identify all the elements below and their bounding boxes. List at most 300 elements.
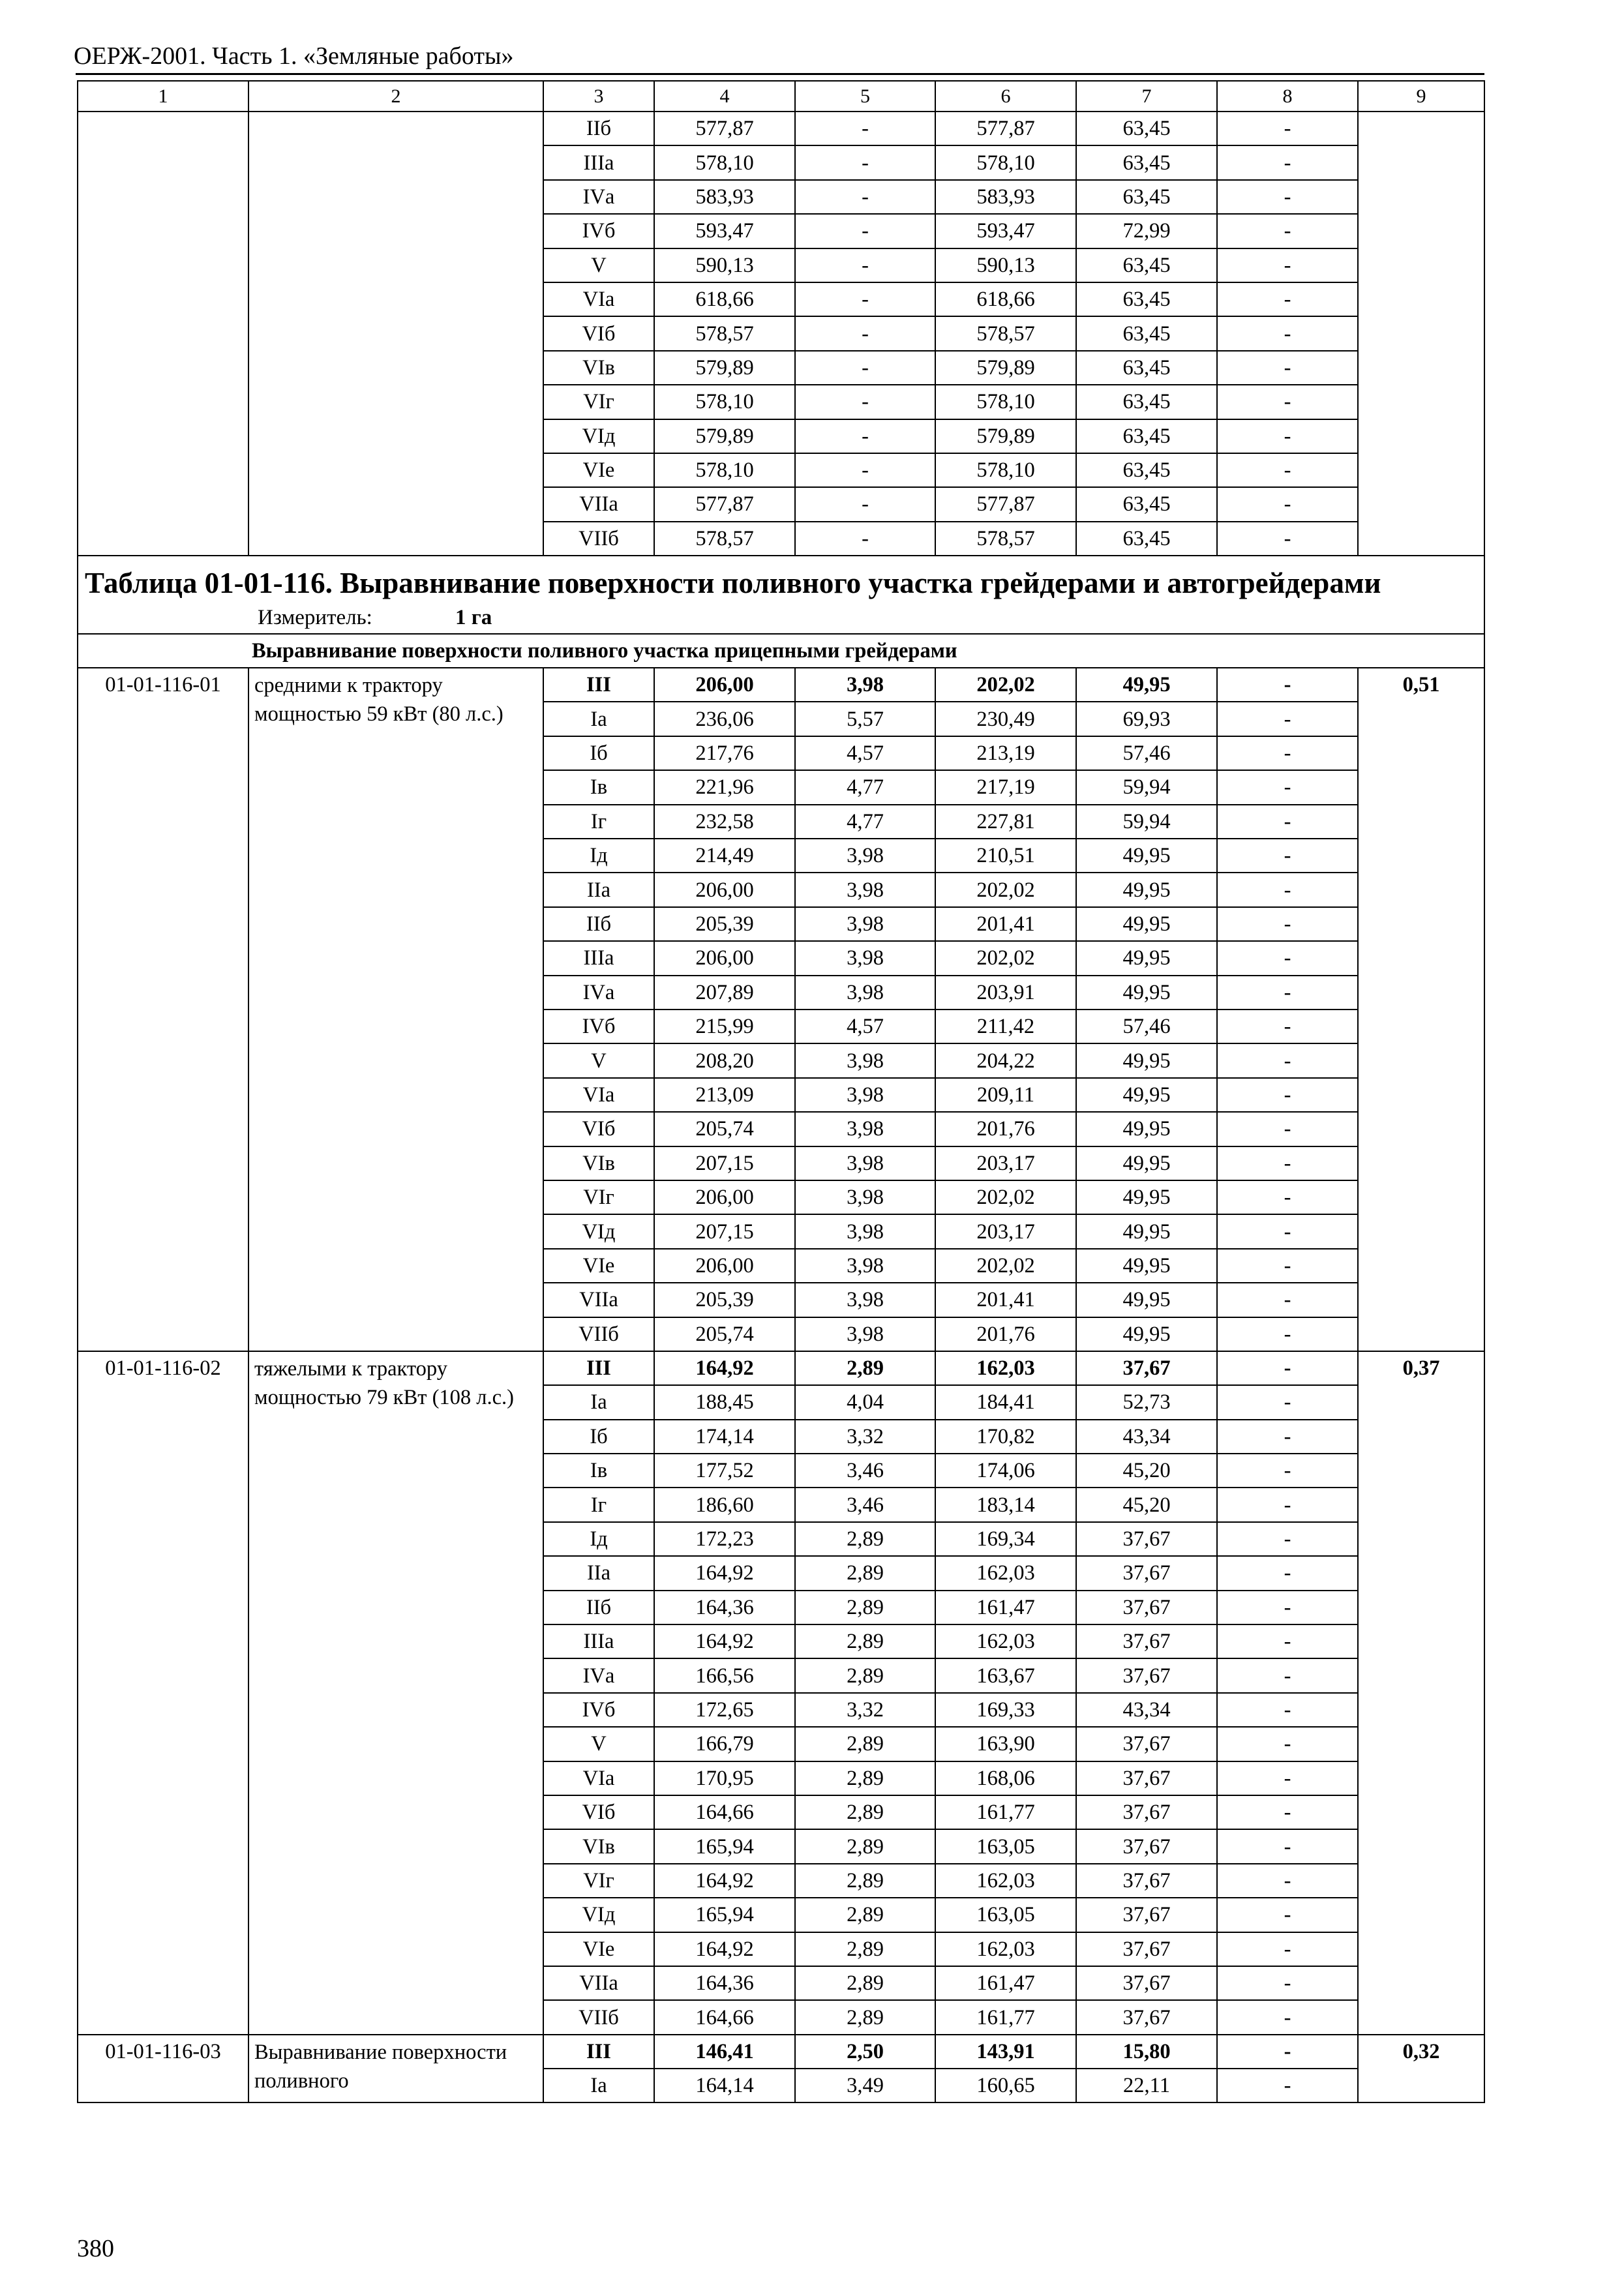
machine-costs-cell: 201,41 [935, 1283, 1076, 1317]
labor-wages-cell: 2,89 [795, 2000, 935, 2034]
labor-wages-cell: 2,89 [795, 1556, 935, 1590]
machinist-wages-cell: 15,80 [1076, 2035, 1217, 2069]
machinist-wages-cell: 49,95 [1076, 668, 1217, 702]
materials-cost-cell: - [1217, 522, 1358, 556]
soil-group-cell: III [543, 668, 654, 702]
machinist-wages-cell: 37,67 [1076, 1864, 1217, 1898]
soil-group-cell: Iв [543, 770, 654, 804]
soil-group-cell: IIIа [543, 941, 654, 975]
header-rule [76, 73, 1484, 75]
running-header: ОЕРЖ-2001. Часть 1. «Земляные работы» [74, 42, 514, 70]
soil-group-cell: IIIа [543, 1624, 654, 1658]
materials-cost-cell: - [1217, 453, 1358, 487]
machinist-wages-cell: 63,45 [1076, 351, 1217, 385]
column-number: 3 [543, 81, 654, 112]
machinist-wages-cell: 37,67 [1076, 1658, 1217, 1692]
machine-costs-cell: 577,87 [935, 487, 1076, 521]
labor-wages-cell: - [795, 248, 935, 282]
labor-hours-cell: 0,32 [1358, 2035, 1484, 2103]
labor-wages-cell: - [795, 385, 935, 419]
machinist-wages-cell: 37,67 [1076, 1727, 1217, 1761]
materials-cost-cell: - [1217, 1146, 1358, 1180]
soil-group-cell: IVб [543, 1693, 654, 1727]
machine-costs-cell: 618,66 [935, 282, 1076, 316]
soil-group-cell: Iг [543, 1488, 654, 1521]
direct-costs-cell: 583,93 [654, 180, 795, 214]
direct-costs-cell: 206,00 [654, 1249, 795, 1283]
labor-wages-cell: 3,98 [795, 839, 935, 873]
direct-costs-cell: 205,74 [654, 1112, 795, 1146]
machinist-wages-cell: 49,95 [1076, 976, 1217, 1010]
labor-wages-cell: 3,98 [795, 1283, 935, 1317]
machinist-wages-cell: 43,34 [1076, 1693, 1217, 1727]
soil-group-cell: IIа [543, 873, 654, 906]
labor-wages-cell: 2,89 [795, 1932, 935, 1966]
labor-wages-cell: 3,98 [795, 1078, 935, 1112]
materials-cost-cell: - [1217, 1214, 1358, 1248]
labor-hours-cell [1358, 112, 1484, 556]
labor-wages-cell: 2,89 [795, 1624, 935, 1658]
machine-costs-cell: 163,67 [935, 1658, 1076, 1692]
labor-wages-cell: 2,89 [795, 1864, 935, 1898]
table-row [78, 112, 1484, 145]
machine-costs-cell: 163,05 [935, 1898, 1076, 1932]
table-title: Таблица 01-01-116. Выравнивание поверхности поливного участка грейдерами и автогрейдерами [85, 567, 1381, 600]
table-row [78, 668, 1484, 702]
direct-costs-cell: 207,89 [654, 976, 795, 1010]
machinist-wages-cell: 63,45 [1076, 112, 1217, 145]
labor-wages-cell: 3,98 [795, 1146, 935, 1180]
machine-costs-cell: 163,05 [935, 1829, 1076, 1863]
labor-wages-cell: 4,57 [795, 736, 935, 770]
labor-wages-cell: 3,46 [795, 1488, 935, 1521]
labor-wages-cell: 2,89 [795, 1658, 935, 1692]
materials-cost-cell: - [1217, 805, 1358, 839]
soil-group-cell: VIе [543, 1249, 654, 1283]
labor-wages-cell: - [795, 419, 935, 453]
materials-cost-cell: - [1217, 2069, 1358, 2102]
soil-group-cell: III [543, 1351, 654, 1385]
direct-costs-cell: 165,94 [654, 1898, 795, 1932]
machine-costs-cell: 583,93 [935, 180, 1076, 214]
direct-costs-cell: 208,20 [654, 1043, 795, 1077]
soil-group-cell: VIIб [543, 2000, 654, 2034]
direct-costs-cell: 172,65 [654, 1693, 795, 1727]
labor-wages-cell: 2,89 [795, 1898, 935, 1932]
materials-cost-cell: - [1217, 1658, 1358, 1692]
machine-costs-cell: 213,19 [935, 736, 1076, 770]
soil-group-cell: Iа [543, 1385, 654, 1419]
direct-costs-cell: 593,47 [654, 214, 795, 248]
materials-cost-cell: - [1217, 1829, 1358, 1863]
materials-cost-cell: - [1217, 1556, 1358, 1590]
machine-costs-cell: 210,51 [935, 839, 1076, 873]
machinist-wages-cell: 49,95 [1076, 1180, 1217, 1214]
machinist-wages-cell: 49,95 [1076, 941, 1217, 975]
machinist-wages-cell: 49,95 [1076, 873, 1217, 906]
column-number: 8 [1217, 81, 1358, 112]
soil-group-cell: VIд [543, 1898, 654, 1932]
machine-costs-cell: 578,10 [935, 385, 1076, 419]
soil-group-cell: VIв [543, 1829, 654, 1863]
machinist-wages-cell: 72,99 [1076, 214, 1217, 248]
labor-wages-cell: - [795, 112, 935, 145]
machinist-wages-cell: 63,45 [1076, 419, 1217, 453]
soil-group-cell: VIIб [543, 522, 654, 556]
machinist-wages-cell: 37,67 [1076, 1591, 1217, 1624]
soil-group-cell: IVа [543, 976, 654, 1010]
direct-costs-cell: 177,52 [654, 1454, 795, 1488]
soil-group-cell: IVб [543, 214, 654, 248]
materials-cost-cell: - [1217, 1795, 1358, 1829]
direct-costs-cell: 579,89 [654, 419, 795, 453]
machinist-wages-cell: 49,95 [1076, 1214, 1217, 1248]
machinist-wages-cell: 52,73 [1076, 1385, 1217, 1419]
labor-wages-cell: 3,98 [795, 976, 935, 1010]
labor-wages-cell: 5,57 [795, 702, 935, 736]
materials-cost-cell: - [1217, 1180, 1358, 1214]
soil-group-cell: IVб [543, 1010, 654, 1043]
machine-costs-cell: 579,89 [935, 351, 1076, 385]
machinist-wages-cell: 63,45 [1076, 248, 1217, 282]
machinist-wages-cell: 37,67 [1076, 1932, 1217, 1966]
direct-costs-cell: 205,74 [654, 1317, 795, 1351]
measure-line [85, 602, 1484, 633]
direct-costs-cell: 206,00 [654, 873, 795, 906]
direct-costs-cell: 164,92 [654, 1351, 795, 1385]
machinist-wages-cell: 63,45 [1076, 522, 1217, 556]
materials-cost-cell: - [1217, 1249, 1358, 1283]
labor-wages-cell: 2,89 [795, 1727, 935, 1761]
measure-value: 1 га [455, 606, 492, 630]
rates-table [77, 80, 1485, 2103]
soil-group-cell: V [543, 1727, 654, 1761]
direct-costs-cell: 174,14 [654, 1420, 795, 1454]
machinist-wages-cell: 45,20 [1076, 1488, 1217, 1521]
soil-group-cell: VIе [543, 453, 654, 487]
machine-costs-cell: 201,41 [935, 907, 1076, 941]
column-number: 2 [248, 81, 543, 112]
section-heading: Выравнивание поверхности поливного участка прицепными грейдерами [78, 634, 1484, 668]
machinist-wages-cell: 63,45 [1076, 487, 1217, 521]
soil-group-cell: VIб [543, 316, 654, 350]
labor-wages-cell: - [795, 214, 935, 248]
description-cell: средними к трактору мощностью 59 кВт (80 л.с.) [248, 668, 543, 1351]
machinist-wages-cell: 37,67 [1076, 1829, 1217, 1863]
direct-costs-cell: 578,57 [654, 316, 795, 350]
direct-costs-cell: 164,66 [654, 1795, 795, 1829]
materials-cost-cell: - [1217, 907, 1358, 941]
materials-cost-cell: - [1217, 1727, 1358, 1761]
direct-costs-cell: 170,95 [654, 1761, 795, 1795]
materials-cost-cell: - [1217, 351, 1358, 385]
materials-cost-cell: - [1217, 1420, 1358, 1454]
labor-hours-cell: 0,37 [1358, 1351, 1484, 2035]
labor-wages-cell: 4,77 [795, 770, 935, 804]
soil-group-cell: VIд [543, 419, 654, 453]
machinist-wages-cell: 63,45 [1076, 282, 1217, 316]
code-cell: 01-01-116-02 [78, 1351, 248, 2035]
direct-costs-cell: 215,99 [654, 1010, 795, 1043]
machinist-wages-cell: 37,67 [1076, 1624, 1217, 1658]
machine-costs-cell: 201,76 [935, 1317, 1076, 1351]
machine-costs-cell: 203,17 [935, 1146, 1076, 1180]
machine-costs-cell: 211,42 [935, 1010, 1076, 1043]
direct-costs-cell: 165,94 [654, 1829, 795, 1863]
description-cell: тяжелыми к трактору мощностью 79 кВт (108 л.с.) [248, 1351, 543, 2035]
direct-costs-cell: 164,92 [654, 1556, 795, 1590]
direct-costs-cell: 206,00 [654, 941, 795, 975]
column-number: 1 [78, 81, 248, 112]
machine-costs-cell: 162,03 [935, 1556, 1076, 1590]
machinist-wages-cell: 59,94 [1076, 805, 1217, 839]
table-row [78, 1351, 1484, 1385]
direct-costs-cell: 578,10 [654, 145, 795, 179]
labor-wages-cell: 4,04 [795, 1385, 935, 1419]
machinist-wages-cell: 49,95 [1076, 1112, 1217, 1146]
machine-costs-cell: 202,02 [935, 941, 1076, 975]
machinist-wages-cell: 49,95 [1076, 1249, 1217, 1283]
machine-costs-cell: 161,77 [935, 2000, 1076, 2034]
direct-costs-cell: 164,36 [654, 1591, 795, 1624]
code-cell [78, 112, 248, 556]
soil-group-cell: IIб [543, 112, 654, 145]
machine-costs-cell: 143,91 [935, 2035, 1076, 2069]
table-title-cell [78, 556, 1484, 634]
direct-costs-cell: 164,92 [654, 1864, 795, 1898]
soil-group-cell: III [543, 2035, 654, 2069]
soil-group-cell: VIIб [543, 1317, 654, 1351]
materials-cost-cell: - [1217, 1761, 1358, 1795]
direct-costs-cell: 205,39 [654, 1283, 795, 1317]
soil-group-cell: VIг [543, 1864, 654, 1898]
column-number: 6 [935, 81, 1076, 112]
materials-cost-cell: - [1217, 1351, 1358, 1385]
direct-costs-cell: 206,00 [654, 668, 795, 702]
machinist-wages-cell: 37,67 [1076, 2000, 1217, 2034]
direct-costs-cell: 236,06 [654, 702, 795, 736]
machine-costs-cell: 161,47 [935, 1591, 1076, 1624]
machinist-wages-cell: 49,95 [1076, 1283, 1217, 1317]
materials-cost-cell: - [1217, 282, 1358, 316]
machinist-wages-cell: 57,46 [1076, 1010, 1217, 1043]
labor-wages-cell: 2,89 [795, 1966, 935, 2000]
labor-hours-cell: 0,51 [1358, 668, 1484, 1351]
machine-costs-cell: 579,89 [935, 419, 1076, 453]
direct-costs-cell: 186,60 [654, 1488, 795, 1521]
labor-wages-cell: - [795, 145, 935, 179]
machine-costs-cell: 161,47 [935, 1966, 1076, 2000]
soil-group-cell: IIа [543, 1556, 654, 1590]
machinist-wages-cell: 49,95 [1076, 1043, 1217, 1077]
materials-cost-cell: - [1217, 736, 1358, 770]
description-cell: Выравнивание поверхности поливного [248, 2035, 543, 2103]
machine-costs-cell: 204,22 [935, 1043, 1076, 1077]
labor-wages-cell: 4,77 [795, 805, 935, 839]
direct-costs-cell: 590,13 [654, 248, 795, 282]
machinist-wages-cell: 37,67 [1076, 1522, 1217, 1556]
description-cell [248, 112, 543, 556]
labor-wages-cell: 2,89 [795, 1761, 935, 1795]
machine-costs-cell: 203,17 [935, 1214, 1076, 1248]
materials-cost-cell: - [1217, 976, 1358, 1010]
machinist-wages-cell: 37,67 [1076, 1761, 1217, 1795]
direct-costs-cell: 221,96 [654, 770, 795, 804]
machine-costs-cell: 183,14 [935, 1488, 1076, 1521]
soil-group-cell: V [543, 248, 654, 282]
machine-costs-cell: 184,41 [935, 1385, 1076, 1419]
labor-wages-cell: 2,89 [795, 1795, 935, 1829]
labor-wages-cell: 2,89 [795, 1591, 935, 1624]
materials-cost-cell: - [1217, 1078, 1358, 1112]
soil-group-cell: VIа [543, 1761, 654, 1795]
materials-cost-cell: - [1217, 1693, 1358, 1727]
column-number: 9 [1358, 81, 1484, 112]
direct-costs-cell: 217,76 [654, 736, 795, 770]
materials-cost-cell: - [1217, 1385, 1358, 1419]
machine-costs-cell: 162,03 [935, 1351, 1076, 1385]
machine-costs-cell: 170,82 [935, 1420, 1076, 1454]
materials-cost-cell: - [1217, 1898, 1358, 1932]
direct-costs-cell: 164,66 [654, 2000, 795, 2034]
direct-costs-cell: 206,00 [654, 1180, 795, 1214]
materials-cost-cell: - [1217, 873, 1358, 906]
direct-costs-cell: 205,39 [654, 907, 795, 941]
machine-costs-cell: 169,33 [935, 1693, 1076, 1727]
soil-group-cell: VIг [543, 1180, 654, 1214]
materials-cost-cell: - [1217, 2035, 1358, 2069]
direct-costs-cell: 577,87 [654, 112, 795, 145]
materials-cost-cell: - [1217, 702, 1358, 736]
direct-costs-cell: 618,66 [654, 282, 795, 316]
labor-wages-cell: 3,32 [795, 1693, 935, 1727]
materials-cost-cell: - [1217, 145, 1358, 179]
materials-cost-cell: - [1217, 1112, 1358, 1146]
soil-group-cell: VIа [543, 282, 654, 316]
labor-wages-cell: 3,98 [795, 668, 935, 702]
direct-costs-cell: 172,23 [654, 1522, 795, 1556]
direct-costs-cell: 577,87 [654, 487, 795, 521]
machinist-wages-cell: 49,95 [1076, 907, 1217, 941]
labor-wages-cell: 3,98 [795, 1043, 935, 1077]
machine-costs-cell: 169,34 [935, 1522, 1076, 1556]
soil-group-cell: VIв [543, 1146, 654, 1180]
machinist-wages-cell: 22,11 [1076, 2069, 1217, 2102]
materials-cost-cell: - [1217, 1010, 1358, 1043]
soil-group-cell: V [543, 1043, 654, 1077]
materials-cost-cell: - [1217, 385, 1358, 419]
table-title-row [78, 556, 1484, 634]
machine-costs-cell: 162,03 [935, 1864, 1076, 1898]
labor-wages-cell: 3,98 [795, 1112, 935, 1146]
machine-costs-cell: 227,81 [935, 805, 1076, 839]
machinist-wages-cell: 37,67 [1076, 1351, 1217, 1385]
direct-costs-cell: 578,10 [654, 385, 795, 419]
materials-cost-cell: - [1217, 316, 1358, 350]
materials-cost-cell: - [1217, 770, 1358, 804]
direct-costs-cell: 579,89 [654, 351, 795, 385]
machinist-wages-cell: 63,45 [1076, 180, 1217, 214]
soil-group-cell: VIа [543, 1078, 654, 1112]
soil-group-cell: Iб [543, 736, 654, 770]
materials-cost-cell: - [1217, 1283, 1358, 1317]
direct-costs-cell: 166,56 [654, 1658, 795, 1692]
direct-costs-cell: 164,14 [654, 2069, 795, 2102]
labor-wages-cell: 2,89 [795, 1522, 935, 1556]
materials-cost-cell: - [1217, 1932, 1358, 1966]
soil-group-cell: VIIа [543, 1283, 654, 1317]
machine-costs-cell: 202,02 [935, 668, 1076, 702]
labor-wages-cell: 3,98 [795, 1317, 935, 1351]
machinist-wages-cell: 49,95 [1076, 1078, 1217, 1112]
table-body [78, 81, 1484, 2102]
labor-wages-cell: 2,89 [795, 1829, 935, 1863]
materials-cost-cell: - [1217, 1624, 1358, 1658]
materials-cost-cell: - [1217, 180, 1358, 214]
materials-cost-cell: - [1217, 248, 1358, 282]
page-number: 380 [77, 2235, 114, 2262]
materials-cost-cell: - [1217, 839, 1358, 873]
materials-cost-cell: - [1217, 668, 1358, 702]
soil-group-cell: VIIа [543, 1966, 654, 2000]
machinist-wages-cell: 63,45 [1076, 385, 1217, 419]
labor-wages-cell: - [795, 282, 935, 316]
materials-cost-cell: - [1217, 1591, 1358, 1624]
section-heading-row [78, 634, 1484, 668]
soil-group-cell: VIв [543, 351, 654, 385]
measure-label: Измеритель: [258, 606, 372, 630]
soil-group-cell: Iд [543, 1522, 654, 1556]
machinist-wages-cell: 49,95 [1076, 1146, 1217, 1180]
code-cell: 01-01-116-03 [78, 2035, 248, 2103]
labor-wages-cell: 2,89 [795, 1351, 935, 1385]
direct-costs-cell: 578,10 [654, 453, 795, 487]
soil-group-cell: IIб [543, 1591, 654, 1624]
machine-costs-cell: 217,19 [935, 770, 1076, 804]
soil-group-cell: IIб [543, 907, 654, 941]
machinist-wages-cell: 37,67 [1076, 1795, 1217, 1829]
soil-group-cell: IVа [543, 180, 654, 214]
machine-costs-cell: 577,87 [935, 112, 1076, 145]
direct-costs-cell: 232,58 [654, 805, 795, 839]
materials-cost-cell: - [1217, 1454, 1358, 1488]
column-number: 4 [654, 81, 795, 112]
materials-cost-cell: - [1217, 1043, 1358, 1077]
column-number: 7 [1076, 81, 1217, 112]
direct-costs-cell: 207,15 [654, 1146, 795, 1180]
direct-costs-cell: 166,79 [654, 1727, 795, 1761]
machinist-wages-cell: 49,95 [1076, 839, 1217, 873]
soil-group-cell: VIе [543, 1932, 654, 1966]
machine-costs-cell: 578,10 [935, 145, 1076, 179]
soil-group-cell: Iг [543, 805, 654, 839]
labor-wages-cell: 3,98 [795, 873, 935, 906]
labor-wages-cell: 3,32 [795, 1420, 935, 1454]
machine-costs-cell: 163,90 [935, 1727, 1076, 1761]
soil-group-cell: Iб [543, 1420, 654, 1454]
materials-cost-cell: - [1217, 214, 1358, 248]
direct-costs-cell: 207,15 [654, 1214, 795, 1248]
machine-costs-cell: 593,47 [935, 214, 1076, 248]
materials-cost-cell: - [1217, 419, 1358, 453]
direct-costs-cell: 146,41 [654, 2035, 795, 2069]
labor-wages-cell: 3,98 [795, 1180, 935, 1214]
soil-group-cell: IVа [543, 1658, 654, 1692]
machine-costs-cell: 168,06 [935, 1761, 1076, 1795]
materials-cost-cell: - [1217, 487, 1358, 521]
direct-costs-cell: 214,49 [654, 839, 795, 873]
machine-costs-cell: 209,11 [935, 1078, 1076, 1112]
